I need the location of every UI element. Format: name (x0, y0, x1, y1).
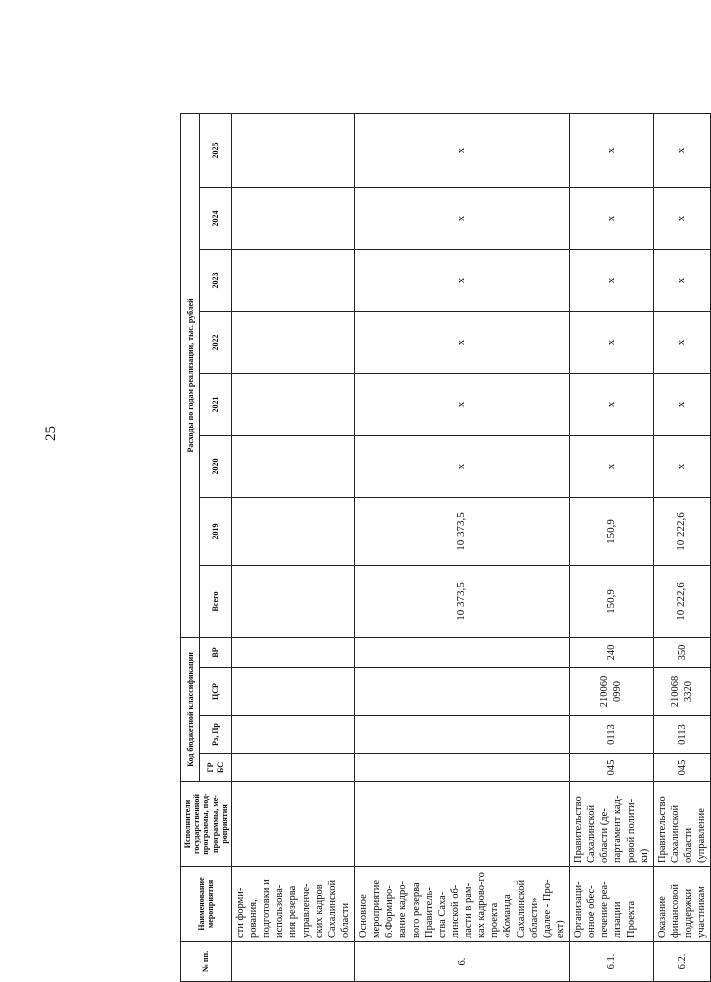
row-value: x (570, 249, 654, 311)
row-value: x (653, 249, 711, 311)
table-row (231, 113, 354, 981)
row-csr: 210060 0990 (570, 668, 654, 716)
row-value: x (355, 373, 570, 435)
page-number: 25 (43, 426, 59, 441)
header-year: 2025 (200, 113, 232, 187)
row-value: x (355, 249, 570, 311)
row-name: Основное мероприятие 6.Формиро-вание кадро-вого резерва Правитель-ства Саха-линской об-ласти в рам-ках кадрово-го проекта «Команда Сахалинской области» (далее - Про-ект) (355, 867, 570, 942)
row-value (231, 249, 354, 311)
row-executor: Правительство Сахалинской области (управление (653, 782, 711, 867)
row-name: Оказание финансовой поддержки участникам (653, 867, 711, 942)
header-year: 2022 (200, 311, 232, 373)
row-vr: 240 (570, 637, 654, 667)
header-num: № пп. (181, 942, 232, 982)
row-value (231, 497, 354, 565)
header-year: 2024 (200, 187, 232, 249)
row-total (231, 565, 354, 637)
row-name: сти форми-рования, подготовки и использова-ния резерва управленче-ских кадров Сахалинской области (231, 867, 354, 942)
row-value: 10 373,5 (355, 497, 570, 565)
row-value: x (355, 187, 570, 249)
row-value: x (570, 113, 654, 187)
row-rzpr: 0113 (653, 716, 711, 754)
row-total: 10 222,6 (653, 565, 711, 637)
row-value: x (355, 435, 570, 497)
row-value: x (355, 113, 570, 187)
row-vr (355, 637, 570, 667)
row-value: x (653, 187, 711, 249)
row-vr (231, 637, 354, 667)
row-value: x (653, 113, 711, 187)
row-executor (231, 782, 354, 867)
row-num: 6.1. (570, 942, 654, 982)
row-value (231, 187, 354, 249)
row-num: 6.2. (653, 942, 711, 982)
header-year: 2019 (200, 497, 232, 565)
header-vr: ВР (200, 637, 232, 667)
row-executor: Правительство Сахалинской области (де-партамент кад-ровой полити-ки) (570, 782, 654, 867)
row-grbs: 045 (653, 754, 711, 782)
row-num: 6. (355, 942, 570, 982)
header-expenses: Расходы по годам реализации, тыс. рублей (181, 113, 200, 637)
table-row (570, 113, 654, 981)
row-value: x (355, 311, 570, 373)
rotated-table-area (180, 114, 708, 982)
header-rzpr: Рз, Пр (200, 716, 232, 754)
row-value: x (653, 311, 711, 373)
row-csr (231, 668, 354, 716)
row-value (231, 373, 354, 435)
row-grbs (231, 754, 354, 782)
row-value: x (653, 435, 711, 497)
row-value: x (570, 435, 654, 497)
budget-table (180, 113, 711, 982)
header-year: 2023 (200, 249, 232, 311)
row-vr: 350 (653, 637, 711, 667)
row-value: 150,9 (570, 497, 654, 565)
row-value (231, 435, 354, 497)
row-total: 150,9 (570, 565, 654, 637)
row-rzpr: 0113 (570, 716, 654, 754)
row-grbs (355, 754, 570, 782)
row-value: 10 222,6 (653, 497, 711, 565)
header-year: 2021 (200, 373, 232, 435)
row-value: x (570, 187, 654, 249)
row-num (231, 942, 354, 982)
header-total: Всего (200, 565, 232, 637)
row-value: x (570, 373, 654, 435)
header-grbs: ГР БС (200, 754, 232, 782)
row-rzpr (231, 716, 354, 754)
table-row (355, 113, 570, 981)
header-executor: Исполнители государственной программы, под-программы, ме-роприятия (181, 782, 232, 867)
table-row (653, 113, 711, 981)
header-budget-code: Код бюджетной классификации (181, 637, 200, 781)
row-name: Организаци-онное обес-печение реа-лизации Проекта (570, 867, 654, 942)
row-csr: 210068 3320 (653, 668, 711, 716)
row-total: 10 373,5 (355, 565, 570, 637)
row-value: x (570, 311, 654, 373)
row-value (231, 311, 354, 373)
row-grbs: 045 (570, 754, 654, 782)
row-rzpr (355, 716, 570, 754)
header-csr: ЦСР (200, 668, 232, 716)
row-value: x (653, 373, 711, 435)
header-year: 2020 (200, 435, 232, 497)
row-csr (355, 668, 570, 716)
row-executor (355, 782, 570, 867)
header-name: Наименование мероприятия (181, 867, 232, 942)
row-value (231, 113, 354, 187)
